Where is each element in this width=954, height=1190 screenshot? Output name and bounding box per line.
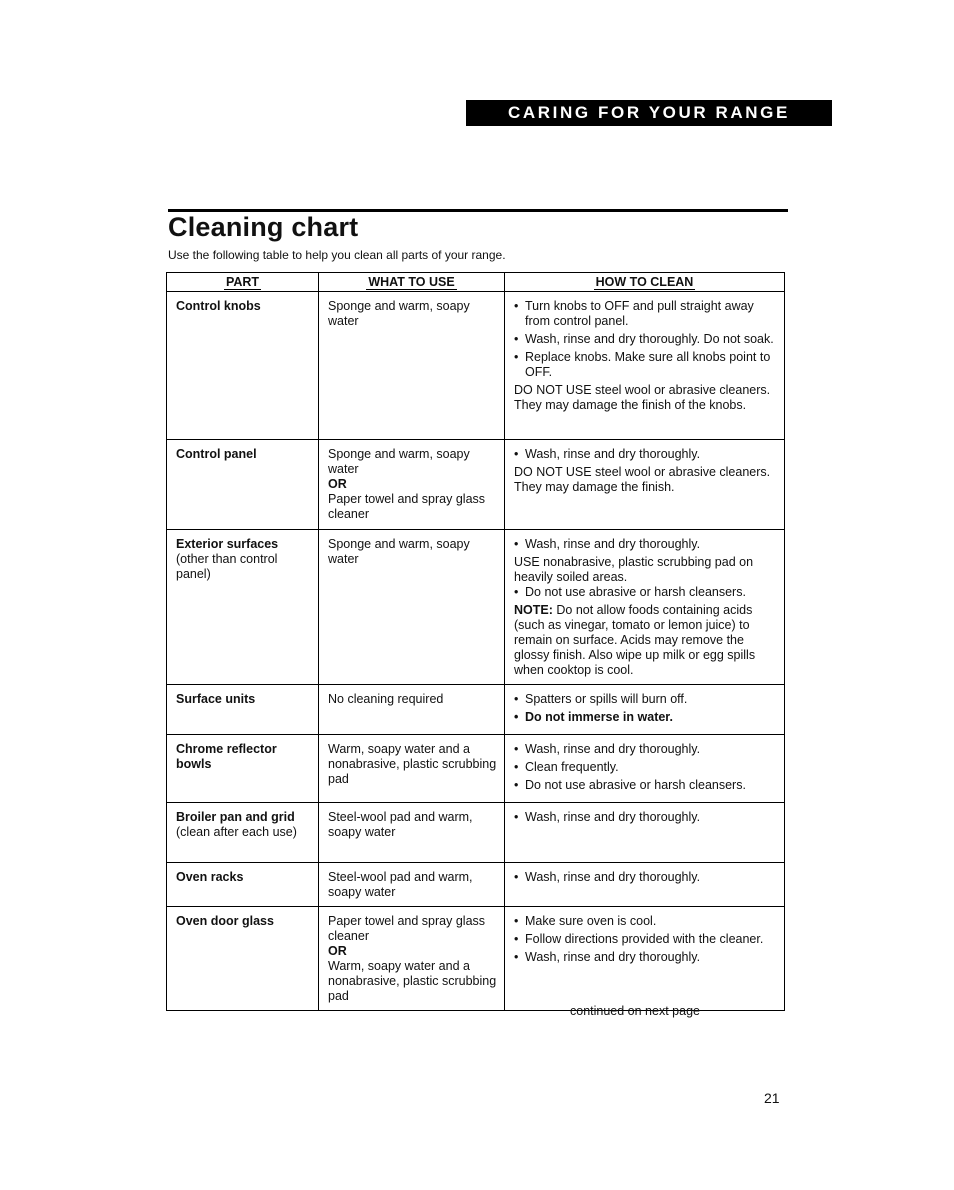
step-text: Do not immerse in water. <box>525 710 673 724</box>
what-to-use-cell <box>319 292 505 440</box>
bullet-icon: • <box>514 585 519 599</box>
column-header-how-to-clean: HOW TO CLEAN <box>505 273 785 292</box>
step-text: Follow directions provided with the cleaner. <box>525 932 764 946</box>
part-cell <box>167 530 319 685</box>
bullet-icon: • <box>514 299 519 313</box>
step-text: Make sure oven is cool. <box>525 914 657 928</box>
part-cell <box>167 685 319 735</box>
table-row <box>167 685 785 735</box>
bullet-icon: • <box>514 810 519 824</box>
cleaning-chart-table <box>166 272 785 1011</box>
column-header-what-to-use: WHAT TO USE <box>319 273 505 292</box>
cleaning-material: Steel-wool pad and warm, soapy water <box>328 870 473 899</box>
part-cell <box>167 735 319 803</box>
note-label: NOTE: <box>514 603 553 617</box>
instruction-step <box>514 810 778 825</box>
bullet-icon: • <box>514 537 519 551</box>
bullet-icon: • <box>514 760 519 774</box>
part-cell <box>167 803 319 863</box>
step-text: Do not use abrasive or harsh cleansers. <box>525 585 746 599</box>
part-name: Oven door glass <box>176 914 274 928</box>
how-to-clean-cell <box>505 530 785 685</box>
how-to-clean-cell <box>505 735 785 803</box>
table-header-row <box>167 273 785 292</box>
part-cell <box>167 440 319 530</box>
step-text: Wash, rinse and dry thoroughly. <box>525 742 701 756</box>
or-separator: OR <box>328 477 347 491</box>
cleaning-material: Paper towel and spray glass cleaner <box>328 914 486 943</box>
step-text: Turn knobs to OFF and pull straight away from control panel. <box>525 299 754 328</box>
what-to-use-cell <box>319 530 505 685</box>
cleaning-material: Sponge and warm, soapy water <box>328 447 470 476</box>
instruction-step <box>514 932 778 947</box>
how-to-clean-cell <box>505 292 785 440</box>
table-row <box>167 440 785 530</box>
part-note: (clean after each use) <box>176 825 297 839</box>
caution-note <box>514 603 778 678</box>
or-separator: OR <box>328 944 347 958</box>
bullet-icon: • <box>514 447 519 461</box>
part-cell <box>167 292 319 440</box>
what-to-use-cell <box>319 907 505 1011</box>
part-name: Control knobs <box>176 299 261 313</box>
bullet-icon: • <box>514 350 519 364</box>
step-text: Wash, rinse and dry thoroughly. <box>525 447 701 461</box>
what-to-use-cell <box>319 735 505 803</box>
step-text: Replace knobs. Make sure all knobs point to OFF. <box>525 350 771 379</box>
cleaning-material: Steel-wool pad and warm, soapy water <box>328 810 473 839</box>
cleaning-material: No cleaning required <box>328 692 444 706</box>
how-to-clean-cell <box>505 863 785 907</box>
step-text: Wash, rinse and dry thoroughly. <box>525 870 701 884</box>
note-text: Do not allow foods containing acids (such as vinegar, tomato or lemon juice) to remain on surface. Acids may remove the glossy finish. Also wipe up milk or egg spills when cooktop is cool. <box>514 603 756 677</box>
what-to-use-cell <box>319 863 505 907</box>
bullet-icon: • <box>514 332 519 346</box>
step-text: Wash, rinse and dry thoroughly. <box>525 537 701 551</box>
section-banner: CARING FOR YOUR RANGE <box>466 100 832 126</box>
page-title: Cleaning chart <box>168 212 359 242</box>
how-to-clean-cell <box>505 440 785 530</box>
how-to-clean-cell <box>505 803 785 863</box>
instruction-step <box>514 710 778 725</box>
part-cell <box>167 863 319 907</box>
how-to-clean-cell <box>505 685 785 735</box>
part-name: Broiler pan and grid <box>176 810 295 824</box>
instruction-step <box>514 585 778 600</box>
part-name: Surface units <box>176 692 256 706</box>
instruction-text: USE nonabrasive, plastic scrubbing pad on heavily soiled areas. <box>514 555 754 584</box>
bullet-icon: • <box>514 914 519 928</box>
bullet-icon: • <box>514 710 519 724</box>
instruction-step <box>514 742 778 757</box>
instruction-step <box>514 332 778 347</box>
page-number: 21 <box>764 1090 780 1106</box>
step-text: Spatters or spills will burn off. <box>525 692 688 706</box>
bullet-icon: • <box>514 742 519 756</box>
instruction-step <box>514 914 778 929</box>
what-to-use-cell <box>319 803 505 863</box>
bullet-icon: • <box>514 870 519 884</box>
instruction-step <box>514 870 778 885</box>
instruction-step <box>514 350 778 380</box>
part-note: (other than control panel) <box>176 552 278 581</box>
part-name: Exterior surfaces <box>176 537 279 551</box>
instruction-step <box>514 778 778 793</box>
table-row <box>167 907 785 1011</box>
cleaning-material: Sponge and warm, soapy water <box>328 537 470 566</box>
table-row <box>167 530 785 685</box>
part-cell <box>167 907 319 1011</box>
bullet-icon: • <box>514 932 519 946</box>
table-row <box>167 292 785 440</box>
instruction-step <box>514 950 778 965</box>
cleaning-material: Warm, soapy water and a nonabrasive, plastic scrubbing pad <box>328 742 497 786</box>
column-header-part: PART <box>167 273 319 292</box>
part-name: Control panel <box>176 447 257 461</box>
bullet-icon: • <box>514 950 519 964</box>
instruction-text: DO NOT USE steel wool or abrasive cleaners. They may damage the finish. <box>514 465 771 494</box>
instruction-step <box>514 299 778 329</box>
what-to-use-cell <box>319 440 505 530</box>
what-to-use-cell <box>319 685 505 735</box>
instruction-step <box>514 760 778 775</box>
cleaning-material: Warm, soapy water and a nonabrasive, plastic scrubbing pad <box>328 959 497 1003</box>
table-body <box>167 292 785 1011</box>
cleaning-material: Sponge and warm, soapy water <box>328 299 470 328</box>
table-row <box>167 735 785 803</box>
instruction-step <box>514 537 778 552</box>
step-text: Wash, rinse and dry thoroughly. <box>525 950 701 964</box>
bullet-icon: • <box>514 692 519 706</box>
how-to-clean-cell <box>505 907 785 1011</box>
table-row <box>167 803 785 863</box>
step-text: Wash, rinse and dry thoroughly. <box>525 810 701 824</box>
part-name: Oven racks <box>176 870 244 884</box>
instruction-text: DO NOT USE steel wool or abrasive cleaners. They may damage the finish of the knobs. <box>514 383 771 412</box>
cleaning-material: Paper towel and spray glass cleaner <box>328 492 486 521</box>
instruction-step <box>514 692 778 707</box>
table-row <box>167 863 785 907</box>
step-text: Wash, rinse and dry thoroughly. Do not soak. <box>525 332 774 346</box>
step-text: Clean frequently. <box>525 760 619 774</box>
part-name: Chrome reflector bowls <box>176 742 277 771</box>
instruction-step <box>514 447 778 462</box>
intro-text: Use the following table to help you clean all parts of your range. <box>168 248 506 262</box>
step-text: Do not use abrasive or harsh cleansers. <box>525 778 746 792</box>
bullet-icon: • <box>514 778 519 792</box>
continued-note: continued on next page <box>570 1004 700 1018</box>
